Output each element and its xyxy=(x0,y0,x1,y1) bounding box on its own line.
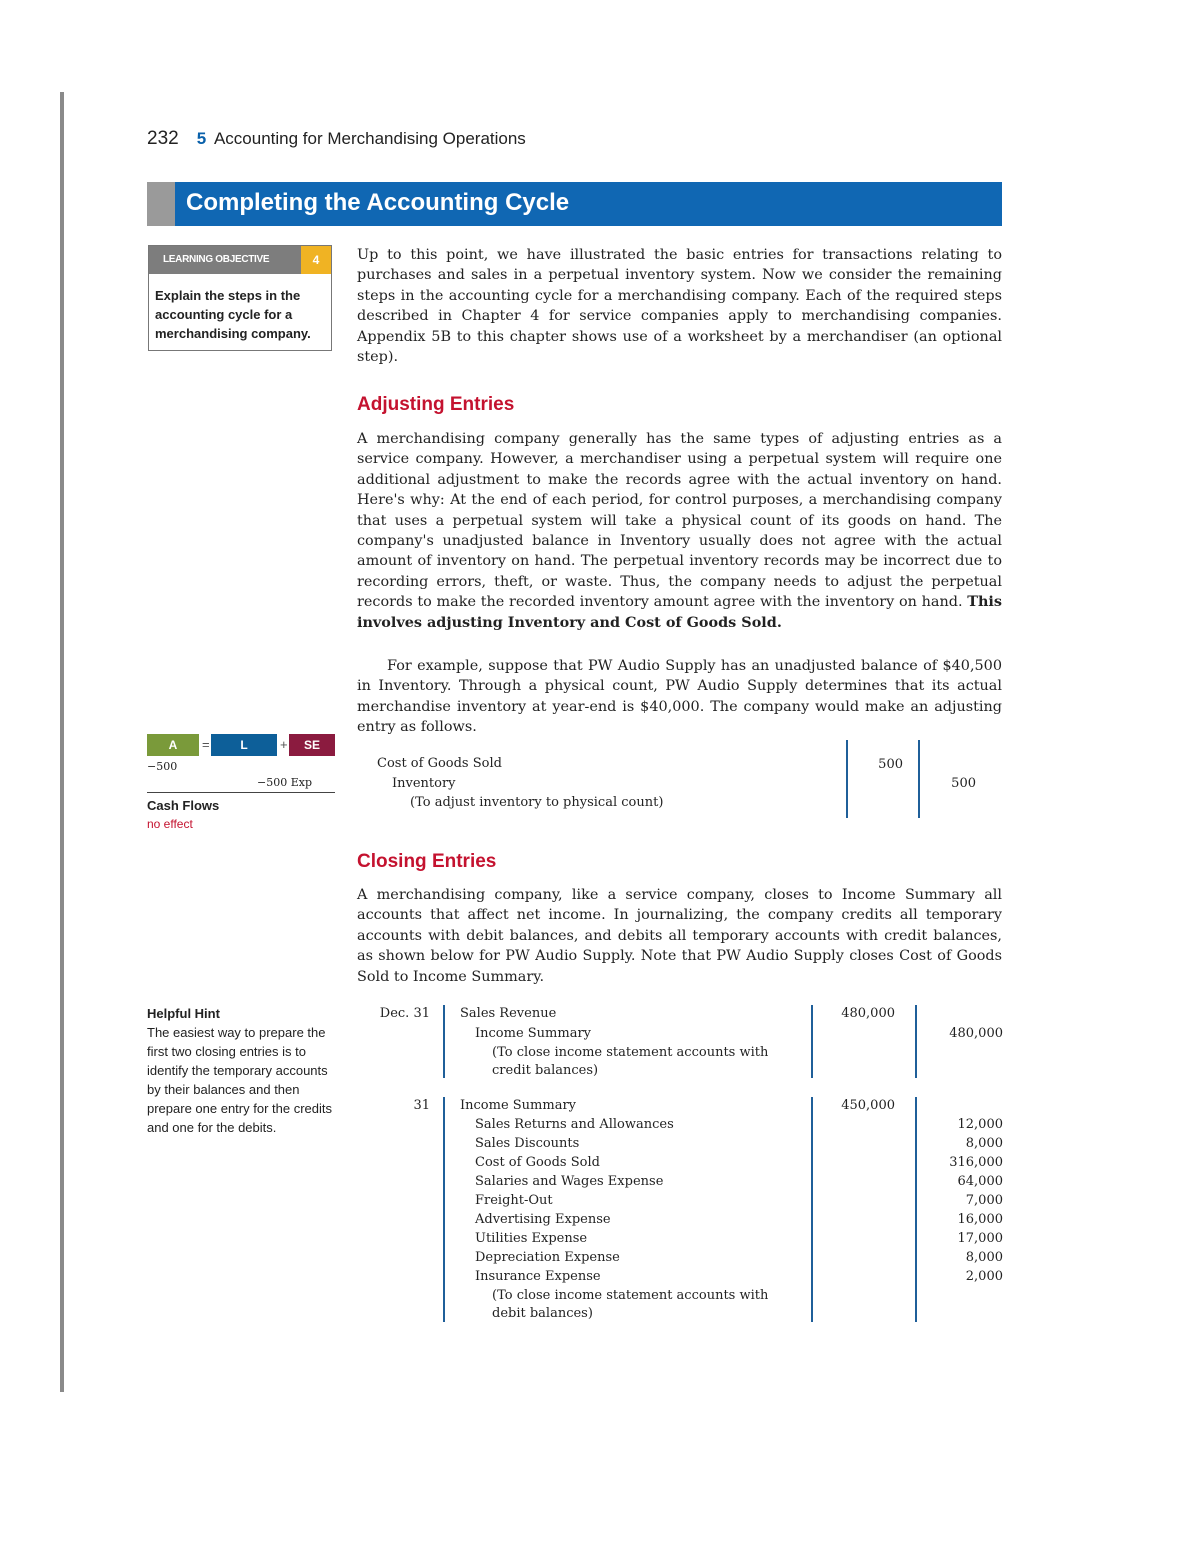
equation-equity-effect: −500 Exp xyxy=(257,776,312,789)
closing-paragraph: A merchandising company, like a service company, closes to Income Summary all accounts that affect net income. In journalizing, the company credits all temporary accounts with debit balances, and debits all temporary accounts with credit balances, as shown below for PW Audio Supply. Note that PW Audio Supply closes Cost of Goods Sold to Income Summary. xyxy=(357,887,1002,985)
entry2-credit-account: Salaries and Wages Expense xyxy=(475,1174,664,1189)
journal-date-rule-1 xyxy=(443,1005,445,1078)
entry1-credit-account: Income Summary xyxy=(475,1026,592,1041)
entry2-debit-amount: 450,000 xyxy=(841,1098,895,1113)
entry2-credit-amount: 64,000 xyxy=(957,1174,1003,1189)
entry1-date: Dec. 31 xyxy=(379,1006,430,1021)
entry2-credit-account: Sales Discounts xyxy=(475,1136,580,1151)
entry1-explanation-line1: (To close income statement accounts with xyxy=(492,1045,769,1060)
adjusting-paragraph-1-bold: This involves adjusting Inventory and Cost of Goods Sold. xyxy=(357,593,1002,631)
entry2-explanation-line1: (To close income statement accounts with xyxy=(492,1288,769,1303)
equation-rule xyxy=(147,792,335,793)
section-banner xyxy=(147,182,1002,226)
journal-credit-rule-1 xyxy=(915,1005,917,1078)
entry2-credit-account: Freight-Out xyxy=(475,1193,553,1208)
adj-credit-account: Inventory xyxy=(392,776,456,791)
entry2-date: 31 xyxy=(413,1098,430,1113)
adj-credit-rule xyxy=(918,740,920,818)
learning-objective-number: 4 xyxy=(301,246,331,274)
entry2-credit-account: Depreciation Expense xyxy=(475,1250,620,1265)
learning-objective-box xyxy=(148,245,332,351)
entry2-credit-amount: 316,000 xyxy=(949,1155,1003,1170)
adj-debit-amount: 500 xyxy=(878,757,903,772)
chapter-title: Accounting for Merchandising Operations xyxy=(213,129,526,148)
adjusting-paragraph-2: For example, suppose that PW Audio Supply has an unadjusted balance of $40,500 in Inventory. Through a physical count, PW Audio Supply determines that its actual merchandise inventory at year-end is $40,000. The company would make an adjusting entry as follows. xyxy=(357,658,1002,736)
adj-explanation: (To adjust inventory to physical count) xyxy=(410,795,664,810)
entry1-debit-amount: 480,000 xyxy=(841,1006,895,1021)
entry2-credit-amount: 16,000 xyxy=(957,1212,1003,1227)
equation-liabilities: L xyxy=(211,734,277,756)
equation-stockholders-equity: SE xyxy=(289,734,335,756)
closing-entries-heading: Closing Entries xyxy=(357,851,497,872)
chapter-number: 5 xyxy=(196,129,207,148)
entry2-explanation-line2: debit balances) xyxy=(492,1306,593,1321)
journal-credit-rule-2 xyxy=(915,1097,917,1322)
entry1-credit-amount: 480,000 xyxy=(949,1026,1003,1041)
section-title: Completing the Accounting Cycle xyxy=(186,189,570,216)
journal-debit-rule-2 xyxy=(811,1097,813,1322)
cash-flows-value: no effect xyxy=(147,817,193,831)
running-header xyxy=(147,128,526,150)
entry1-explanation-line2: credit balances) xyxy=(492,1063,599,1078)
entry2-credit-amount: 7,000 xyxy=(965,1193,1003,1208)
equation-plus: + xyxy=(280,737,288,752)
cash-flows-label: Cash Flows xyxy=(147,798,220,813)
adj-debit-account: Cost of Goods Sold xyxy=(377,756,502,771)
learning-objective-label: LEARNING OBJECTIVE xyxy=(163,254,270,265)
helpful-hint xyxy=(147,1004,337,1137)
journal-date-rule-2 xyxy=(443,1097,445,1322)
entry2-credit-account: Cost of Goods Sold xyxy=(475,1155,600,1170)
entry2-credit-account: Advertising Expense xyxy=(475,1212,611,1227)
page-number: 232 xyxy=(147,128,179,149)
adjusting-entries-heading: Adjusting Entries xyxy=(357,394,515,415)
adj-credit-amount: 500 xyxy=(951,776,976,791)
entry2-credit-account: Sales Returns and Allowances xyxy=(475,1117,674,1132)
journal-debit-rule-1 xyxy=(811,1005,813,1078)
entry2-credit-amount: 8,000 xyxy=(965,1250,1003,1265)
helpful-hint-title: Helpful Hint xyxy=(147,1006,220,1021)
entry1-debit-account: Sales Revenue xyxy=(460,1006,557,1021)
entry2-credit-amount: 12,000 xyxy=(957,1117,1003,1132)
entry2-credit-amount: 17,000 xyxy=(957,1231,1003,1246)
entry2-credit-account: Insurance Expense xyxy=(475,1269,601,1284)
entry2-credit-account: Utilities Expense xyxy=(475,1231,588,1246)
learning-objective-text: Explain the steps in the accounting cycle for a merchandising company. xyxy=(155,288,311,341)
entry2-credit-amount: 8,000 xyxy=(965,1136,1003,1151)
equation-equals: = xyxy=(202,737,210,752)
banner-accent xyxy=(147,182,175,226)
page-edge-bar xyxy=(60,92,64,1392)
entry2-debit-account: Income Summary xyxy=(460,1098,577,1113)
equation-assets: A xyxy=(147,734,199,756)
adjusting-paragraph-1-text: A merchandising company generally has the same types of adjusting entries as a service company. However, a merchandiser using a perpetual system will require one additional adjustment to make the records agree with the actual inventory on hand. Here's why: At the end of each period, for control purposes, a merchandising company that uses a perpetual system will take a physical count of its goods on hand. The company's unadjusted balance in Inventory usually does not agree with the actual amount of inventory on hand. The perpetual inventory records may be incorrect due to recording errors, theft, or waste. Thus, the company needs to adjust the perpetual records to make the recorded inventory amount agree with the inventory on hand. xyxy=(357,431,1002,611)
learning-objective-header xyxy=(149,246,331,274)
intro-paragraph: Up to this point, we have illustrated the basic entries for transactions relating to purchases and sales in a perpetual inventory system. Now we consider the remaining steps in the accounting cycle for a merchandising company. Each of the required steps described in Chapter 4 for service companies apply to merchandising companies. Appendix 5B to this chapter shows use of a worksheet by a merchandiser (an optional step). xyxy=(357,247,1002,366)
helpful-hint-text: The easiest way to prepare the first two closing entries is to identify the temporary accounts by their balances and then prepare one entry for the credits and one for the debits. xyxy=(147,1025,332,1135)
equation-assets-effect: −500 xyxy=(147,760,178,773)
adj-debit-rule xyxy=(846,740,848,818)
adjusting-paragraph-1 xyxy=(357,429,1002,633)
entry2-credit-amount: 2,000 xyxy=(965,1269,1003,1284)
